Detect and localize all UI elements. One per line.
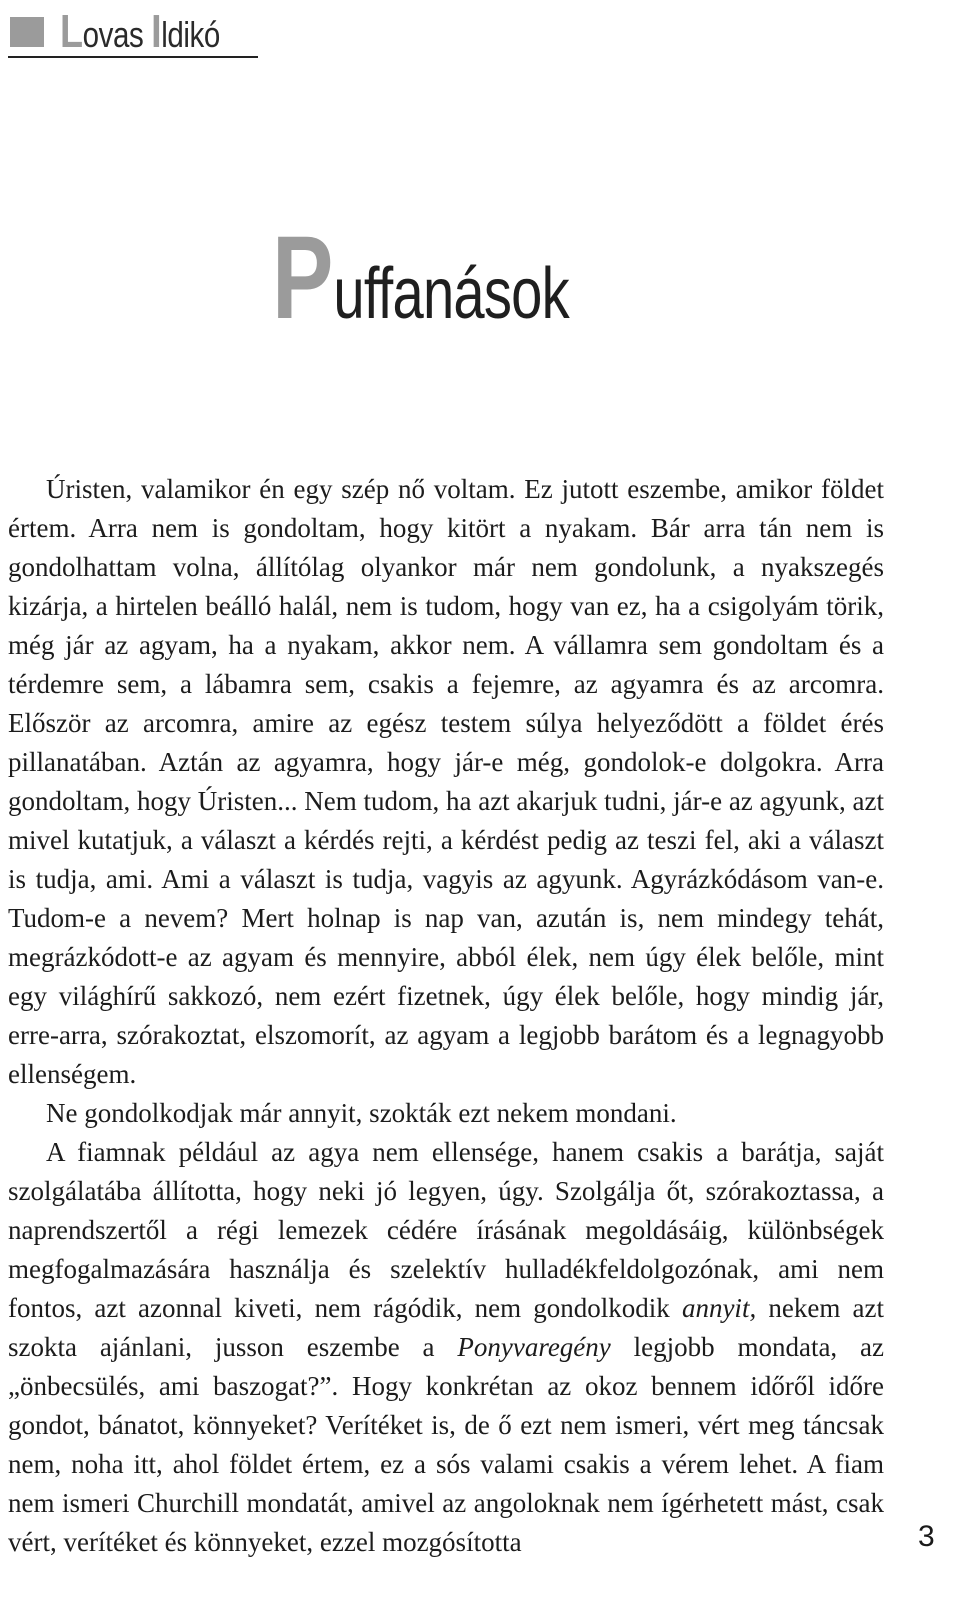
paragraph-3-italic-2: Ponyvaregény	[457, 1332, 611, 1362]
title-rest: uffanások	[333, 254, 569, 334]
paragraph-3-part-2: nekem azt szokta ajánlani, jusson eszembe a	[8, 1293, 884, 1362]
running-head	[8, 6, 258, 58]
author-first-initial: L	[60, 5, 83, 57]
paragraph-2: Ne gondolkodjak már annyit, szokták ezt nekem mondani.	[46, 1098, 677, 1128]
page-number: 3	[918, 1520, 935, 1553]
paragraph-3	[8, 1133, 884, 1562]
body-text	[8, 470, 884, 1562]
author-last-initial: I	[151, 5, 162, 57]
author-first-rest: ovas	[82, 14, 152, 55]
paragraph-3-italic-1: annyit,	[681, 1293, 757, 1323]
paragraph-1: Úristen, valamikor én egy szép nő voltam. Ez jutott eszembe, amikor földet értem. Arra nem is gondoltam, hogy kitört a nyakam. Bár arra tán nem is gondolhattam volna, állítólag olyankor már nem gondolunk, a nyakszegés kizárja, a hirtelen beálló halál, nem is tudom, hogy van ez, ha a csigolyám törik, még jár az agyam, ha a nyakam, akkor nem. A vállamra sem gondoltam és a térdemre sem, a lábamra sem, csakis a fejemre, az agyamra és az arcomra. Először az arcomra, amire az egész testem súlya helyeződött a földet érés pillanatában. Aztán az agyamra, hogy jár-e még, gondolok-e dolgokra. Arra gondoltam, hogy Úristen... Nem tudom, ha azt akarjuk tudni, jár-e az agyunk, azt mivel kutatjuk, a választ a kérdés rejti, a kérdést pedig az teszi fel, aki a választ is tudja, ami. Ami a választ is tudja, vagyis az agyunk. Agyrázkódásom van-e. Tudom-e a nevem? Mert holnap is nap van, azután is, nem mindegy tehát, megrázkódott-e az agyam és mennyire, abból élek, nem úgy élek belőle, mint egy világhírű sakkozó, nem ezért fizetnek, úgy élek belőle, hogy mindig jár, erre-arra, szórakoztat, elszomorít, az agyam a legjobb barátom és a legnagyobb ellenségem.	[8, 474, 884, 1089]
header-square-mark	[10, 17, 44, 47]
author-name	[60, 6, 220, 60]
author-last-rest: ldikó	[161, 14, 220, 55]
paragraph-3-part-1: A fiamnak például az agya nem ellensége, hanem csakis a barátja, saját szolgálatába állította, hogy neki jó legyen, úgy. Szolgálja őt, szórakoztassa, a naprendszertől a régi lemezek cédére írásának megoldásáig, különbségek megfogalmazására használja és szelektív hulladékfeldolgozónak, ami nem fontos, azt azonnal kiveti, nem rágódik, nem gondolkodik	[8, 1137, 884, 1323]
title-initial: P	[272, 212, 334, 344]
chapter-title	[272, 212, 569, 374]
paragraph-3-part-3: legjobb mondata, az „önbecsülés, ami baszogat?”. Hogy konkrétan az okoz bennem időről időre gondot, bánatot, könnyeket? Verítéket is, de ő ezt nem ismeri, vért meg táncsak nem, noha itt, ahol földet értem, ez a sós valami csakis a vérem lehet. A fiam nem ismeri Churchill mondatát, amivel az angoloknak nem ígérhetett mást, csak vért, verítéket és könnyeket, ezzel mozgósította	[8, 1332, 884, 1557]
